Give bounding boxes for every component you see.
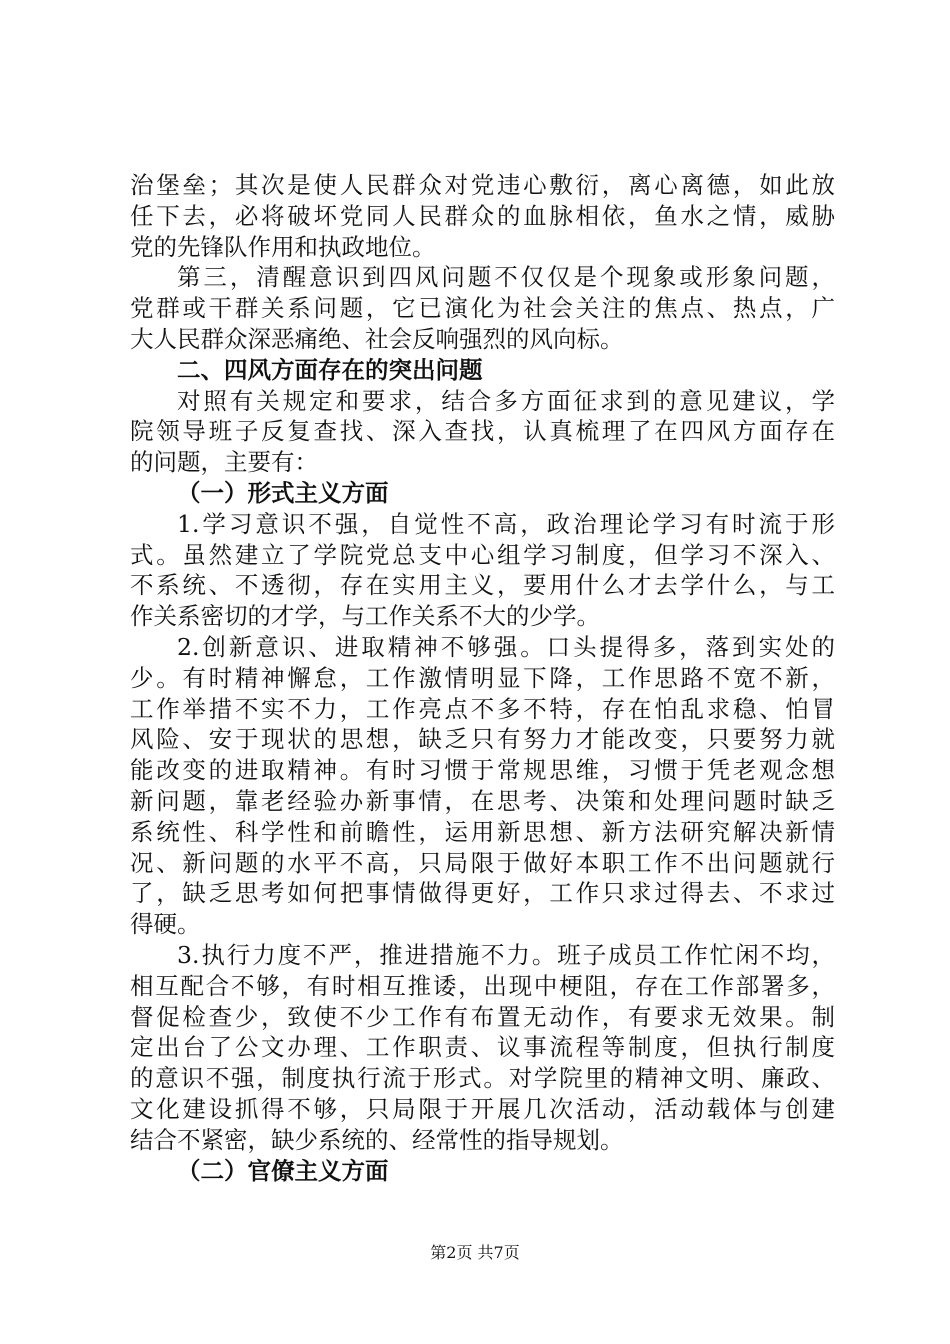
text-line: 式。虽然建立了学院党总支中心组学习制度，但学习不深入、 — [130, 540, 835, 569]
paragraph — [130, 509, 835, 632]
heading-text: 二、四风方面存在的突出问题 — [177, 355, 483, 384]
paragraph — [130, 262, 835, 354]
text-line: 第三，清醒意识到四风问题不仅仅是个现象或形象问题， — [177, 263, 835, 292]
text-line: 定出台了公文办理、工作职责、议事流程等制度，但执行制度 — [130, 1033, 835, 1062]
heading-text: （一）形式主义方面 — [177, 478, 389, 507]
paragraph — [130, 940, 835, 1156]
text-line: 对照有关规定和要求，结合多方面征求到的意见建议，学 — [177, 386, 835, 415]
text-line: 党群或干群关系问题，它已演化为社会关注的焦点、热点，广 — [130, 294, 835, 323]
text-line: 了，缺乏思考如何把事情做得更好，工作只求过得去、不求过 — [130, 879, 835, 908]
subsection-heading — [130, 1156, 835, 1187]
text-line: 的意识不强，制度执行流于形式。对学院里的精神文明、廉政、 — [130, 1064, 835, 1093]
text-line: 大人民群众深恶痛绝、社会反响强烈的风向标。 — [130, 324, 624, 353]
paragraph — [130, 632, 835, 940]
text-line: 况、新问题的水平不高，只局限于做好本职工作不出问题就行 — [130, 848, 835, 877]
text-line: 新问题，靠老经验办新事情，在思考、决策和处理问题时缺乏 — [130, 786, 835, 815]
text-line: 作关系密切的才学，与工作关系不大的少学。 — [130, 602, 600, 631]
text-line: 党的先锋队作用和执政地位。 — [130, 232, 436, 261]
text-line: 1.学习意识不强，自觉性不高，政治理论学习有时流于形 — [177, 509, 835, 538]
text-line: 文化建设抓得不够，只局限于开展几次活动，活动载体与创建 — [130, 1094, 835, 1123]
paragraph — [130, 386, 835, 478]
text-line: 3.执行力度不严，推进措施不力。班子成员工作忙闲不均， — [177, 940, 835, 969]
text-line: 的问题，主要有： — [130, 448, 318, 477]
text-line: 治堡垒；其次是使人民群众对党违心敷衍，离心离德，如此放 — [130, 171, 835, 199]
section-heading — [130, 355, 835, 386]
text-line: 结合不紧密，缺少系统的、经常性的指导规划。 — [130, 1125, 624, 1154]
text-line: 相互配合不够，有时相互推诿，出现中梗阻，存在工作部署多， — [130, 971, 835, 1000]
subsection-heading — [130, 478, 835, 509]
text-line: 能改变的进取精神。有时习惯于常规思维，习惯于凭老观念想 — [130, 756, 835, 785]
heading-text: （二）官僚主义方面 — [177, 1156, 389, 1185]
paragraph — [130, 170, 835, 262]
page-footer: 第2页 共7页 — [430, 1243, 520, 1262]
text-line: 工作举措不实不力，工作亮点不多不特，存在怕乱求稳、怕冒 — [130, 694, 835, 723]
text-line: 任下去，必将破坏党同人民群众的血脉相依，鱼水之情，威胁 — [130, 201, 835, 230]
text-line: 系统性、科学性和前瞻性，运用新思想、新方法研究解决新情 — [130, 817, 835, 846]
text-line: 得硬。 — [130, 910, 201, 939]
text-line: 风险、安于现状的思想，缺乏只有努力才能改变，只要努力就 — [130, 725, 835, 754]
text-line: 少。有时精神懈怠，工作激情明显下降，工作思路不宽不新， — [130, 663, 835, 692]
text-line: 不系统、不透彻，存在实用主义，要用什么才去学什么，与工 — [130, 571, 835, 600]
text-line: 2.创新意识、进取精神不够强。口头提得多，落到实处的 — [177, 632, 835, 661]
document-body — [130, 170, 835, 1186]
text-line: 院领导班子反复查找、深入查找，认真梳理了在四风方面存在 — [130, 417, 835, 446]
text-line: 督促检查少，致使不少工作有布置无动作，有要求无效果。制 — [130, 1002, 835, 1031]
